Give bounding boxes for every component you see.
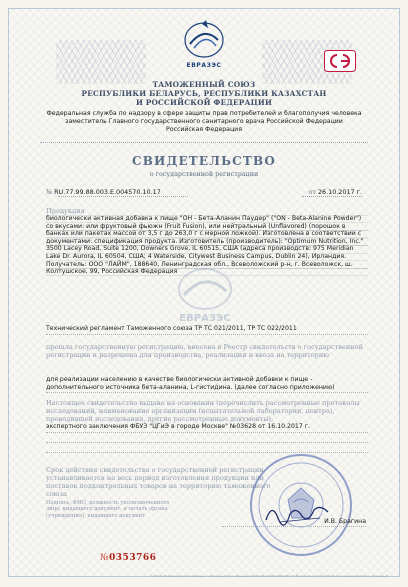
purpose-section — [46, 376, 368, 391]
agency-line: Федеральная служба по надзору в сфере защиты прав потребителей и благополучия человека — [46, 110, 362, 117]
basis-underline-1 — [46, 432, 368, 434]
conformity-underline — [46, 334, 368, 336]
expert-conclusion-text: экспертного заключения ФБУЗ "ЦГиЭ в городе Москве" №03628 от 16.10.2017 г. — [46, 423, 310, 430]
agency-line: заместитель Главного государственного санитарного врача Российской Федерации — [65, 117, 343, 125]
document-subtitle: о государственной регистрации — [149, 170, 259, 178]
registration-row — [46, 188, 362, 198]
registration-number: RU.77.99.88.003.Е.004570.10.17 — [54, 188, 161, 196]
watermark-text: ЕВРАЗЭС — [179, 313, 231, 324]
union-line: РЕСПУБЛИКИ БЕЛАРУСЬ, РЕСПУБЛИКИ КАЗАХСТАН — [81, 89, 327, 98]
union-line: И РОССИЙСКОЙ ФЕДЕРАЦИИ — [135, 98, 273, 107]
registration-number-prefix: № — [46, 188, 53, 196]
document-title: СВИДЕТЕЛЬСТВО — [131, 154, 277, 168]
conformity-text: Технический регламент Таможенного союза ТР ТС 021/2011, ТР ТС 022/2011 — [46, 325, 297, 332]
registration-date: 26.10.2017 г. — [317, 188, 362, 196]
serial-number: 0353766 — [109, 553, 157, 563]
handwritten-signature-icon — [262, 500, 332, 526]
conformity-section — [46, 325, 368, 333]
serial-prefix: № — [100, 553, 110, 563]
registration-number-underline — [58, 196, 188, 197]
issued-basis-statement: Настоящее свидетельство выдано на основании (перечислить рассмотренные протоколы исследований, наименование организации (испытательной лаборатории, центра), проводившей исследования, другие рассмотренные документы): — [46, 399, 360, 423]
customs-union-heading — [20, 80, 388, 107]
guilloche-pattern-left — [56, 40, 146, 84]
eurasec-watermark-icon — [150, 265, 260, 325]
expert-conclusion-section — [46, 423, 368, 431]
purpose-text: для реализации населению в качестве биологически активной добавки к пище - дополнительного источника бета-аланина, L-гистидина. (далее согласно приложению) — [46, 376, 335, 391]
validity-statement: Срок действия свидетельства о государственной регистрации устанавливается на весь период изготовления продукции или поставок подконтрольных товаров на территорию таможенного союза — [46, 466, 271, 498]
purpose-underline — [46, 392, 368, 394]
union-line: ТАМОЖЕННЫЙ СОЮЗ — [152, 80, 256, 89]
issuing-agency — [30, 110, 378, 133]
basis-underline-2 — [46, 442, 368, 444]
registration-date-underline — [302, 196, 362, 197]
product-description: биологически активная добавка к пище "ОН - Бета-Аланин Паудер" ("ON - Beta-Alanine Powder") со вкусами: или фруктовый фьюжн (Fruit Fusion), или нейтральный (Unflavored) (порошок в банках или пакетах массой от 3,5 г до 263,0 г с мерной ложкой). Изготовлена в соответствии с документами: спецификация продукта. Изготовитель (производитель): "Optimum Nutrition, Inc." 3500 Lacey Road, Suite 1200, Downers Grove, IL 60515, США (адреса производств: 975 Meridian Lake Dr. Aurora, IL 60504, США; 4 Waterside, Citywest Business Campus, Dublin 24), Ирландия. Получатель: ООО "ЛАЙМ", 188640, Ленинградская обл., Всеволожский р-н, г. Всеволожск, ш. Колтушское, 99, Российская Федерация — [46, 215, 364, 276]
product-label: Продукция — [46, 207, 85, 215]
agency-line: Российская Федерация — [166, 125, 242, 133]
printer-footer: © 2003 «Первая печатная фирма», г. Москва, 2017 г. Лицензия № 05-05-09/003 ФНС РФ. ТЗ № 146. Тел. (495) 726-47-42. www.opechatnik.ru. Уровень В — [149, 574, 388, 578]
agency-underline — [40, 142, 368, 144]
emblem-label: ЕВРАЗЭС — [186, 62, 222, 69]
form-serial-number — [100, 553, 156, 563]
se-conformity-mark-icon — [324, 50, 356, 72]
signer-name: И.В. Брагина — [324, 518, 366, 525]
signature-caption: Подпись, ФИО, должность уполномоченного лица, выдавшего документ, и печать органа (учреждения), выдавшего документ — [46, 500, 170, 519]
eurasec-emblem-icon — [182, 18, 226, 60]
registration-statement: прошла государственную регистрацию, внесена в Реестр свидетельств о государственной регистрации и разрешена для производства, реализации и ввоза на территорию — [46, 343, 363, 359]
signature-underline — [222, 526, 366, 527]
registration-date-prefix: от — [308, 188, 316, 196]
